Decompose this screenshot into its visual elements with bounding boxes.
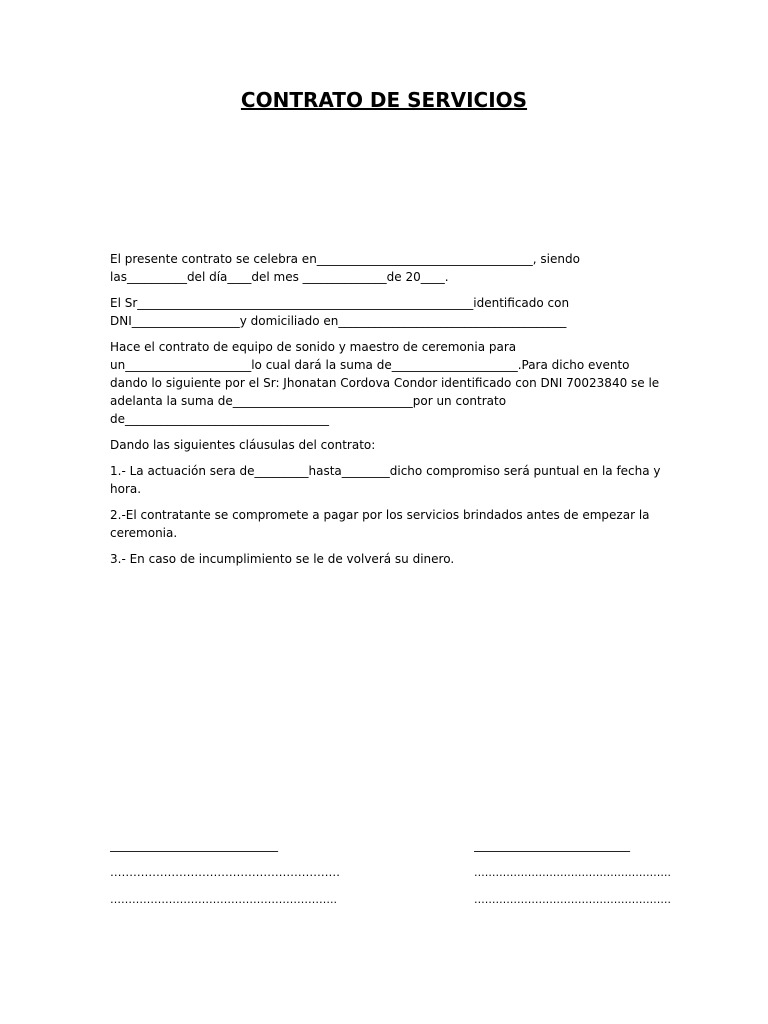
paragraph-clauses-heading [110,436,662,454]
document-body [110,250,662,576]
text-line: El presente contrato se celebra en____________________________________, siendo [110,252,580,266]
clause-1 [110,462,662,498]
text-line: El Sr________________________________________________________identificado con [110,296,570,310]
signature-id-dots: …………………………………………………….. [110,893,337,906]
clause-3 [110,550,662,568]
signature-id-dots: ………………………………………………. [474,893,671,906]
paragraph-contract [110,338,662,428]
text-line: las__________del día____del mes ______________de 20____. [110,270,449,284]
text-line: dando lo siguiente por el Sr: Jhonatan Cordova Condor identificado con DNI 70023840 se le [110,376,660,390]
text-line: hora. [110,482,142,496]
text-line: 1.- La actuación sera de_________hasta________dicho compromiso será puntual en la fecha y [110,464,661,478]
text-line: Dando las siguientes cláusulas del contrato: [110,438,376,452]
paragraph-client [110,294,662,330]
text-line: 2.-El contratante se compromete a pagar por los servicios brindados antes de empezar la [110,508,650,522]
signature-line: __________________________ [474,838,630,852]
signature-block-right [474,832,674,913]
clause-2 [110,506,662,542]
paragraph-place-date [110,250,662,286]
text-line: un_____________________lo cual dará la suma de_____________________.Para dicho evento [110,358,630,372]
document-title: CONTRATO DE SERVICIOS [240,88,528,112]
signature-name-dots: ………………………………………………. [474,866,671,879]
signature-block-left [110,832,340,913]
signature-name-dots: …………………………………………………… [110,865,340,879]
signature-line: ____________________________ [110,838,278,852]
text-line: DNI__________________y domiciliado en______________________________________ [110,314,567,328]
text-line: de__________________________________ [110,412,329,426]
text-line: adelanta la suma de______________________________por un contrato [110,394,507,408]
text-line: ceremonia. [110,526,178,540]
text-line: Hace el contrato de equipo de sonido y maestro de ceremonia para [110,340,517,354]
text-line: 3.- En caso de incumplimiento se le de volverá su dinero. [110,552,455,566]
